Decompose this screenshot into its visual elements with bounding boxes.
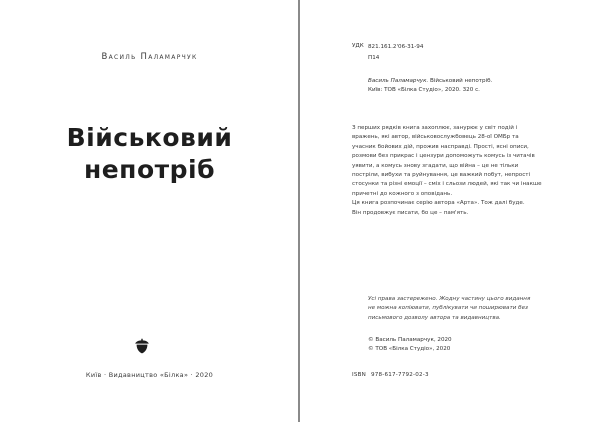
isbn [352,372,434,378]
left-page-title [0,0,299,422]
description-paragraph: Ця книга розпочинає серію автора «Арта». Тож далі буде. [352,200,525,207]
author-code: П14 [368,55,380,61]
copyright-publisher: © ТОВ «Білка Студіо», 2020 [368,346,451,353]
biblio-publisher: Київ: ТОВ «Білка Студіо», 2020. 320 с. [368,87,480,94]
description-paragraph: З перших рядків книга захоплює, занурює у світ подій і вражень, які автор, військовослужбовець 28-ої ОМБр та учасник бойових дій, прожив насправді. Прості, ясні описи, розмови без прикрас і цензури допоможуть комусь із читачів уявити, а комусь знову згадати, що війна – це не тільки постріли, вибухи та руйнування, це важкий побут, непрості стосунки та різні емоції – сміх і сльози людей, які так чи інакше причетні до кожного з оповідань. [352,125,542,197]
book-title-line-2: непотріб [83,155,216,184]
acorn-icon [134,338,150,354]
biblio-title: Військовий непотріб. [428,78,493,84]
publisher-imprint: Київ · Видавництво «Білка» · 2020 [85,371,214,379]
copyright-block [368,336,452,355]
biblio-author: Василь Паламарчук. [368,78,429,84]
rights-notice: Усі права застережено. Жодну частину цього видання не можна копіювати, публікувати чи поширювати без письмового дозволу автора та видавництва. [368,296,531,321]
bibliographic-record [368,77,492,96]
udk-label: УДК [352,43,364,49]
isbn-value: 978-617-7792-02-3 [371,372,429,378]
author-name: Василь Паламарчук [101,52,198,62]
book-title-line-1: Військовий [66,123,233,152]
book-title [0,122,299,186]
isbn-label: ISBN [352,372,367,378]
copyright-author: © Василь Паламарчук, 2020 [368,337,452,343]
udk-value: 821.161.2'06-31-94 [368,44,424,50]
book-description [352,124,542,218]
description-paragraph: Він продовжує писати, бо це – пам'ять. [352,209,469,216]
